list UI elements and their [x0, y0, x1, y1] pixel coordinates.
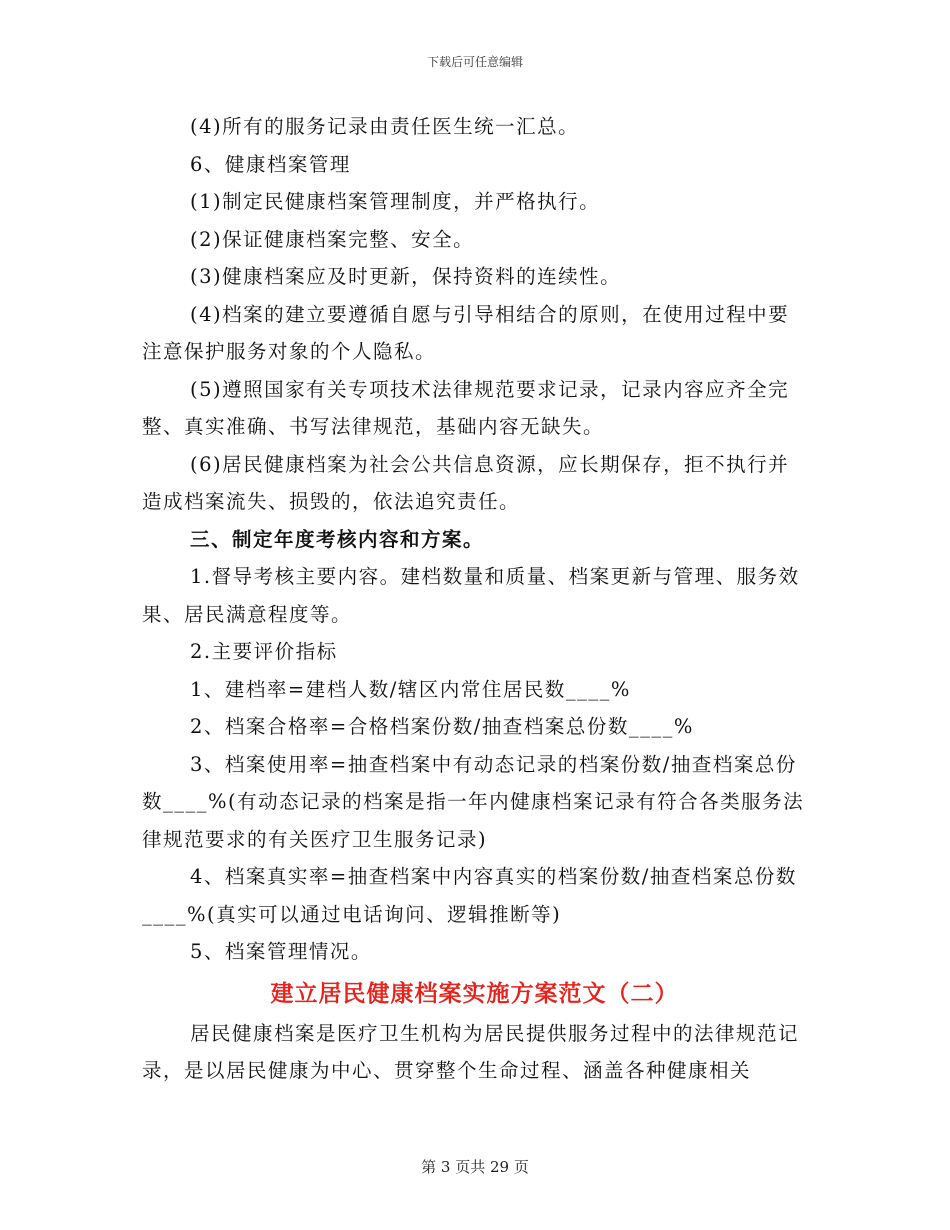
paragraph: 3、档案使用率=抽查档案中有动态记录的档案份数/抽查档案总份数____%(有动态记录的档案是指一年内健康档案记录有符合各类服务法律规范要求的有关医疗卫生服务记录) [142, 752, 805, 851]
paragraph: (4)所有的服务记录由责任医生统一汇总。 [190, 115, 580, 138]
paragraph: 4、档案真实率=抽查档案中内容真实的档案份数/抽查档案总份数____%(真实可以通过电话询问、逻辑推断等) [142, 865, 797, 926]
paragraph: 6、健康档案管理 [190, 152, 351, 176]
paragraph: 居民健康档案是医疗卫生机构为居民提供服务过程中的法律规范记录，是以居民健康为中心、贯穿整个生命过程、涵盖各种健康相关 [142, 1021, 800, 1082]
page-header: 下载后可任意编辑 [426, 55, 523, 69]
paragraph: 2.主要评价指标 [190, 640, 338, 663]
paragraph: (5)遵照国家有关专项技术法律规范要求记录，记录内容应齐全完整、真实准确、书写法律规范，基础内容无缺失。 [142, 377, 790, 438]
document-body [142, 108, 807, 1090]
page-footer: 第 3 页共 29 页 [421, 1158, 529, 1176]
paragraph: 1、建档率=建档人数/辖区内常住居民数____% [190, 677, 631, 701]
paragraph: 5、档案管理情况。 [190, 940, 372, 963]
paragraph: (1)制定民健康档案管理制度，并严格执行。 [190, 190, 601, 213]
paragraph: (3)健康档案应及时更新，保持资料的连续性。 [190, 265, 622, 288]
paragraph: 2、档案合格率=合格档案份数/抽查档案总份数____% [190, 715, 694, 738]
section-title: 建立居民健康档案实施方案范文（二） [270, 979, 679, 1007]
paragraph: (4)档案的建立要遵循自愿与引导相结合的原则，在使用过程中要注意保护服务对象的个人隐私。 [142, 302, 790, 363]
paragraph: (2)保证健康档案完整、安全。 [190, 227, 475, 251]
paragraph: 1.督导考核主要内容。建档数量和质量、档案更新与管理、服务效果、居民满意程度等。 [142, 565, 800, 626]
paragraph: (6)居民健康档案为社会公共信息资源，应长期保存，拒不执行并造成档案流失、损毁的，依法追究责任。 [142, 452, 790, 513]
section-heading: 三、制定年度考核内容和方案。 [190, 527, 485, 551]
